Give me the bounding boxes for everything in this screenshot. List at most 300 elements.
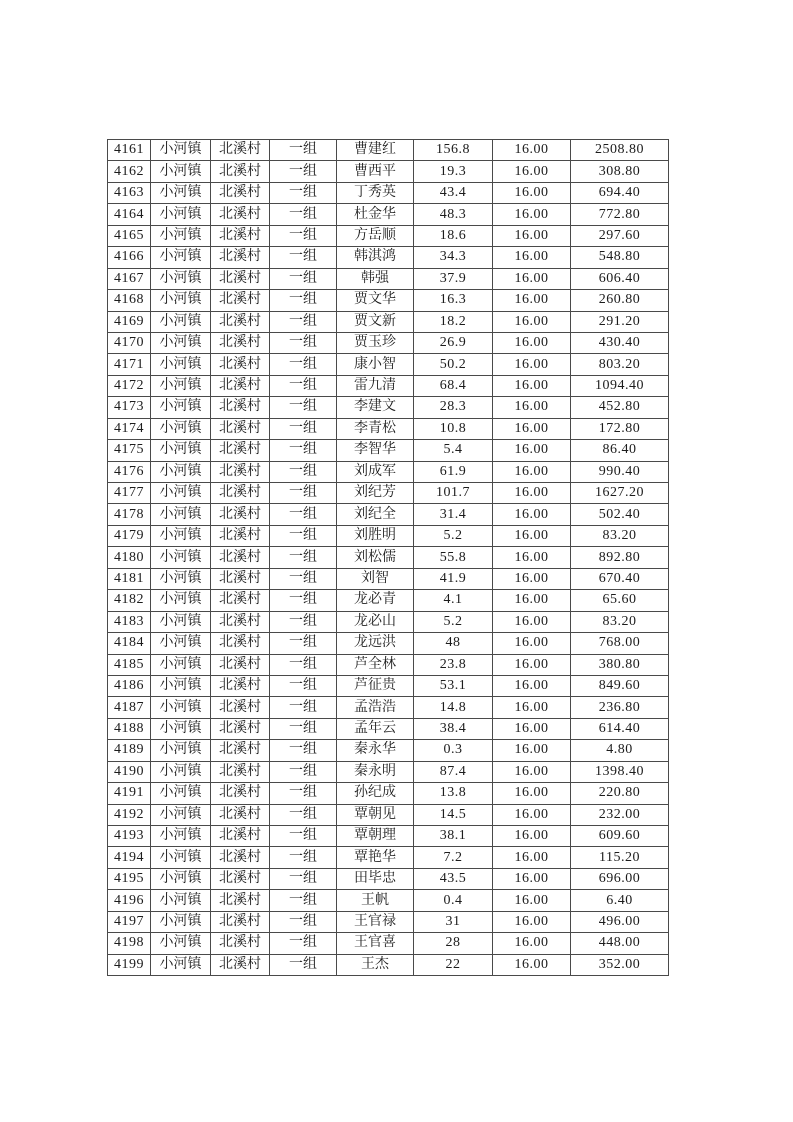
cell-amount: 772.80	[571, 204, 669, 225]
cell-village: 北溪村	[211, 418, 270, 439]
cell-town: 小河镇	[151, 311, 211, 332]
cell-quantity: 14.8	[414, 697, 493, 718]
table-row	[108, 483, 669, 504]
cell-unit_price: 16.00	[493, 547, 571, 568]
cell-town: 小河镇	[151, 483, 211, 504]
cell-quantity: 10.8	[414, 418, 493, 439]
cell-name: 刘成军	[337, 461, 414, 482]
cell-village: 北溪村	[211, 718, 270, 739]
cell-name: 雷九清	[337, 375, 414, 396]
cell-town: 小河镇	[151, 718, 211, 739]
cell-amount: 232.00	[571, 804, 669, 825]
cell-id: 4167	[108, 268, 151, 289]
cell-id: 4189	[108, 740, 151, 761]
cell-id: 4175	[108, 440, 151, 461]
table-row	[108, 461, 669, 482]
cell-town: 小河镇	[151, 290, 211, 311]
cell-id: 4174	[108, 418, 151, 439]
cell-town: 小河镇	[151, 397, 211, 418]
table-row	[108, 268, 669, 289]
cell-group: 一组	[270, 440, 337, 461]
cell-quantity: 31	[414, 911, 493, 932]
cell-name: 贾文新	[337, 311, 414, 332]
table-row	[108, 783, 669, 804]
cell-id: 4187	[108, 697, 151, 718]
table-row	[108, 525, 669, 546]
cell-town: 小河镇	[151, 740, 211, 761]
cell-village: 北溪村	[211, 697, 270, 718]
cell-quantity: 5.2	[414, 525, 493, 546]
cell-amount: 115.20	[571, 847, 669, 868]
cell-name: 王官喜	[337, 933, 414, 954]
cell-village: 北溪村	[211, 504, 270, 525]
cell-group: 一组	[270, 140, 337, 161]
cell-group: 一组	[270, 611, 337, 632]
cell-amount: 430.40	[571, 332, 669, 353]
cell-group: 一组	[270, 826, 337, 847]
cell-quantity: 68.4	[414, 375, 493, 396]
cell-name: 刘智	[337, 568, 414, 589]
cell-id: 4183	[108, 611, 151, 632]
table-row	[108, 547, 669, 568]
cell-id: 4177	[108, 483, 151, 504]
cell-amount: 694.40	[571, 182, 669, 203]
cell-village: 北溪村	[211, 868, 270, 889]
cell-village: 北溪村	[211, 547, 270, 568]
cell-amount: 2508.80	[571, 140, 669, 161]
cell-village: 北溪村	[211, 311, 270, 332]
cell-group: 一组	[270, 354, 337, 375]
table-body	[108, 140, 669, 976]
cell-amount: 4.80	[571, 740, 669, 761]
cell-group: 一组	[270, 761, 337, 782]
cell-name: 韩淇鸿	[337, 247, 414, 268]
cell-id: 4195	[108, 868, 151, 889]
cell-name: 龙远洪	[337, 633, 414, 654]
table-row	[108, 718, 669, 739]
cell-town: 小河镇	[151, 418, 211, 439]
cell-quantity: 5.4	[414, 440, 493, 461]
table-row	[108, 933, 669, 954]
cell-village: 北溪村	[211, 675, 270, 696]
cell-name: 杜金华	[337, 204, 414, 225]
cell-unit_price: 16.00	[493, 804, 571, 825]
table-row	[108, 332, 669, 353]
cell-amount: 1094.40	[571, 375, 669, 396]
cell-quantity: 26.9	[414, 332, 493, 353]
cell-unit_price: 16.00	[493, 826, 571, 847]
cell-unit_price: 16.00	[493, 504, 571, 525]
cell-quantity: 4.1	[414, 590, 493, 611]
cell-name: 孟年云	[337, 718, 414, 739]
cell-town: 小河镇	[151, 911, 211, 932]
cell-unit_price: 16.00	[493, 654, 571, 675]
cell-quantity: 22	[414, 954, 493, 975]
cell-unit_price: 16.00	[493, 525, 571, 546]
cell-town: 小河镇	[151, 933, 211, 954]
cell-id: 4163	[108, 182, 151, 203]
cell-group: 一组	[270, 418, 337, 439]
cell-group: 一组	[270, 247, 337, 268]
cell-unit_price: 16.00	[493, 761, 571, 782]
cell-village: 北溪村	[211, 804, 270, 825]
cell-id: 4198	[108, 933, 151, 954]
cell-amount: 83.20	[571, 611, 669, 632]
cell-name: 芦全林	[337, 654, 414, 675]
cell-amount: 6.40	[571, 890, 669, 911]
table-row	[108, 182, 669, 203]
cell-town: 小河镇	[151, 654, 211, 675]
cell-unit_price: 16.00	[493, 375, 571, 396]
table-row	[108, 140, 669, 161]
cell-town: 小河镇	[151, 332, 211, 353]
cell-id: 4188	[108, 718, 151, 739]
cell-village: 北溪村	[211, 826, 270, 847]
cell-amount: 297.60	[571, 225, 669, 246]
cell-town: 小河镇	[151, 140, 211, 161]
cell-unit_price: 16.00	[493, 161, 571, 182]
cell-town: 小河镇	[151, 204, 211, 225]
cell-name: 贾文华	[337, 290, 414, 311]
cell-village: 北溪村	[211, 375, 270, 396]
cell-name: 王官禄	[337, 911, 414, 932]
cell-id: 4192	[108, 804, 151, 825]
cell-town: 小河镇	[151, 225, 211, 246]
cell-id: 4165	[108, 225, 151, 246]
cell-amount: 236.80	[571, 697, 669, 718]
cell-id: 4168	[108, 290, 151, 311]
table-row	[108, 397, 669, 418]
cell-town: 小河镇	[151, 633, 211, 654]
table-row	[108, 911, 669, 932]
cell-unit_price: 16.00	[493, 225, 571, 246]
cell-unit_price: 16.00	[493, 290, 571, 311]
cell-name: 丁秀英	[337, 182, 414, 203]
cell-id: 4180	[108, 547, 151, 568]
cell-quantity: 5.2	[414, 611, 493, 632]
cell-village: 北溪村	[211, 461, 270, 482]
cell-unit_price: 16.00	[493, 483, 571, 504]
cell-id: 4169	[108, 311, 151, 332]
cell-quantity: 87.4	[414, 761, 493, 782]
cell-village: 北溪村	[211, 397, 270, 418]
cell-unit_price: 16.00	[493, 783, 571, 804]
table-row	[108, 354, 669, 375]
cell-town: 小河镇	[151, 547, 211, 568]
cell-name: 刘胜明	[337, 525, 414, 546]
cell-unit_price: 16.00	[493, 675, 571, 696]
cell-group: 一组	[270, 933, 337, 954]
table-row	[108, 761, 669, 782]
cell-unit_price: 16.00	[493, 954, 571, 975]
cell-id: 4199	[108, 954, 151, 975]
cell-name: 韩强	[337, 268, 414, 289]
cell-amount: 614.40	[571, 718, 669, 739]
cell-quantity: 41.9	[414, 568, 493, 589]
cell-name: 王帆	[337, 890, 414, 911]
table-row	[108, 290, 669, 311]
cell-village: 北溪村	[211, 161, 270, 182]
cell-amount: 308.80	[571, 161, 669, 182]
cell-town: 小河镇	[151, 568, 211, 589]
cell-town: 小河镇	[151, 868, 211, 889]
cell-village: 北溪村	[211, 954, 270, 975]
cell-amount: 849.60	[571, 675, 669, 696]
cell-name: 秦永华	[337, 740, 414, 761]
cell-unit_price: 16.00	[493, 247, 571, 268]
cell-amount: 65.60	[571, 590, 669, 611]
cell-quantity: 55.8	[414, 547, 493, 568]
table-row	[108, 375, 669, 396]
cell-name: 覃艳华	[337, 847, 414, 868]
cell-unit_price: 16.00	[493, 440, 571, 461]
cell-amount: 990.40	[571, 461, 669, 482]
cell-unit_price: 16.00	[493, 847, 571, 868]
cell-town: 小河镇	[151, 847, 211, 868]
cell-town: 小河镇	[151, 611, 211, 632]
cell-name: 孙纪成	[337, 783, 414, 804]
table-row	[108, 804, 669, 825]
cell-town: 小河镇	[151, 590, 211, 611]
cell-unit_price: 16.00	[493, 611, 571, 632]
cell-unit_price: 16.00	[493, 268, 571, 289]
cell-group: 一组	[270, 740, 337, 761]
cell-unit_price: 16.00	[493, 354, 571, 375]
table-row	[108, 890, 669, 911]
cell-quantity: 61.9	[414, 461, 493, 482]
cell-id: 4185	[108, 654, 151, 675]
table-row	[108, 675, 669, 696]
cell-unit_price: 16.00	[493, 311, 571, 332]
cell-amount: 260.80	[571, 290, 669, 311]
cell-village: 北溪村	[211, 182, 270, 203]
cell-town: 小河镇	[151, 247, 211, 268]
cell-group: 一组	[270, 461, 337, 482]
cell-village: 北溪村	[211, 590, 270, 611]
cell-name: 李建文	[337, 397, 414, 418]
cell-amount: 380.80	[571, 654, 669, 675]
cell-group: 一组	[270, 890, 337, 911]
cell-town: 小河镇	[151, 783, 211, 804]
cell-name: 曹西平	[337, 161, 414, 182]
cell-amount: 502.40	[571, 504, 669, 525]
cell-id: 4190	[108, 761, 151, 782]
table-row	[108, 847, 669, 868]
cell-town: 小河镇	[151, 697, 211, 718]
table-row	[108, 247, 669, 268]
cell-quantity: 0.3	[414, 740, 493, 761]
cell-group: 一组	[270, 804, 337, 825]
table-row	[108, 954, 669, 975]
cell-village: 北溪村	[211, 740, 270, 761]
cell-amount: 220.80	[571, 783, 669, 804]
table-row	[108, 161, 669, 182]
cell-amount: 609.60	[571, 826, 669, 847]
cell-unit_price: 16.00	[493, 332, 571, 353]
cell-id: 4186	[108, 675, 151, 696]
cell-village: 北溪村	[211, 761, 270, 782]
cell-town: 小河镇	[151, 375, 211, 396]
cell-id: 4184	[108, 633, 151, 654]
cell-amount: 803.20	[571, 354, 669, 375]
cell-quantity: 38.1	[414, 826, 493, 847]
cell-group: 一组	[270, 783, 337, 804]
cell-unit_price: 16.00	[493, 933, 571, 954]
cell-village: 北溪村	[211, 847, 270, 868]
cell-amount: 670.40	[571, 568, 669, 589]
cell-village: 北溪村	[211, 611, 270, 632]
cell-quantity: 37.9	[414, 268, 493, 289]
cell-village: 北溪村	[211, 354, 270, 375]
table-row	[108, 633, 669, 654]
cell-group: 一组	[270, 397, 337, 418]
cell-group: 一组	[270, 590, 337, 611]
cell-group: 一组	[270, 290, 337, 311]
cell-amount: 352.00	[571, 954, 669, 975]
cell-name: 李智华	[337, 440, 414, 461]
cell-unit_price: 16.00	[493, 740, 571, 761]
cell-unit_price: 16.00	[493, 590, 571, 611]
table-row	[108, 740, 669, 761]
cell-village: 北溪村	[211, 332, 270, 353]
cell-name: 曹建红	[337, 140, 414, 161]
cell-quantity: 18.6	[414, 225, 493, 246]
cell-quantity: 31.4	[414, 504, 493, 525]
cell-unit_price: 16.00	[493, 140, 571, 161]
cell-quantity: 23.8	[414, 654, 493, 675]
cell-unit_price: 16.00	[493, 718, 571, 739]
cell-quantity: 43.4	[414, 182, 493, 203]
cell-group: 一组	[270, 547, 337, 568]
cell-name: 李青松	[337, 418, 414, 439]
cell-quantity: 19.3	[414, 161, 493, 182]
cell-quantity: 0.4	[414, 890, 493, 911]
cell-town: 小河镇	[151, 461, 211, 482]
cell-village: 北溪村	[211, 440, 270, 461]
cell-id: 4164	[108, 204, 151, 225]
cell-group: 一组	[270, 718, 337, 739]
cell-village: 北溪村	[211, 783, 270, 804]
cell-amount: 606.40	[571, 268, 669, 289]
cell-village: 北溪村	[211, 911, 270, 932]
cell-id: 4170	[108, 332, 151, 353]
cell-group: 一组	[270, 204, 337, 225]
cell-amount: 696.00	[571, 868, 669, 889]
cell-name: 龙必山	[337, 611, 414, 632]
cell-quantity: 18.2	[414, 311, 493, 332]
cell-amount: 83.20	[571, 525, 669, 546]
table-row	[108, 311, 669, 332]
cell-name: 刘纪芳	[337, 483, 414, 504]
cell-town: 小河镇	[151, 761, 211, 782]
cell-amount: 291.20	[571, 311, 669, 332]
cell-quantity: 101.7	[414, 483, 493, 504]
cell-id: 4166	[108, 247, 151, 268]
cell-quantity: 14.5	[414, 804, 493, 825]
cell-quantity: 53.1	[414, 675, 493, 696]
cell-quantity: 156.8	[414, 140, 493, 161]
cell-town: 小河镇	[151, 182, 211, 203]
cell-quantity: 7.2	[414, 847, 493, 868]
cell-group: 一组	[270, 161, 337, 182]
cell-quantity: 34.3	[414, 247, 493, 268]
cell-quantity: 28	[414, 933, 493, 954]
cell-quantity: 50.2	[414, 354, 493, 375]
cell-id: 4172	[108, 375, 151, 396]
cell-village: 北溪村	[211, 225, 270, 246]
cell-name: 刘纪全	[337, 504, 414, 525]
cell-town: 小河镇	[151, 890, 211, 911]
table-row	[108, 590, 669, 611]
cell-unit_price: 16.00	[493, 204, 571, 225]
cell-quantity: 43.5	[414, 868, 493, 889]
table-row	[108, 225, 669, 246]
cell-village: 北溪村	[211, 654, 270, 675]
cell-village: 北溪村	[211, 247, 270, 268]
cell-id: 4171	[108, 354, 151, 375]
cell-unit_price: 16.00	[493, 568, 571, 589]
cell-id: 4194	[108, 847, 151, 868]
cell-amount: 1398.40	[571, 761, 669, 782]
cell-town: 小河镇	[151, 354, 211, 375]
cell-village: 北溪村	[211, 290, 270, 311]
table-row	[108, 697, 669, 718]
cell-village: 北溪村	[211, 483, 270, 504]
cell-name: 康小智	[337, 354, 414, 375]
table-row	[108, 654, 669, 675]
cell-amount: 452.80	[571, 397, 669, 418]
cell-amount: 496.00	[571, 911, 669, 932]
table-row	[108, 440, 669, 461]
cell-unit_price: 16.00	[493, 461, 571, 482]
table-row	[108, 568, 669, 589]
cell-id: 4179	[108, 525, 151, 546]
cell-unit_price: 16.00	[493, 868, 571, 889]
cell-town: 小河镇	[151, 440, 211, 461]
cell-village: 北溪村	[211, 140, 270, 161]
cell-id: 4181	[108, 568, 151, 589]
cell-group: 一组	[270, 483, 337, 504]
cell-village: 北溪村	[211, 890, 270, 911]
table-row	[108, 868, 669, 889]
cell-group: 一组	[270, 225, 337, 246]
cell-group: 一组	[270, 311, 337, 332]
cell-name: 刘松儒	[337, 547, 414, 568]
cell-name: 方岳顺	[337, 225, 414, 246]
cell-quantity: 48.3	[414, 204, 493, 225]
cell-unit_price: 16.00	[493, 182, 571, 203]
cell-village: 北溪村	[211, 633, 270, 654]
cell-id: 4173	[108, 397, 151, 418]
table-row	[108, 204, 669, 225]
cell-id: 4182	[108, 590, 151, 611]
cell-id: 4176	[108, 461, 151, 482]
cell-id: 4178	[108, 504, 151, 525]
cell-group: 一组	[270, 504, 337, 525]
cell-group: 一组	[270, 675, 337, 696]
cell-unit_price: 16.00	[493, 397, 571, 418]
cell-group: 一组	[270, 568, 337, 589]
cell-id: 4191	[108, 783, 151, 804]
cell-unit_price: 16.00	[493, 633, 571, 654]
cell-town: 小河镇	[151, 804, 211, 825]
cell-unit_price: 16.00	[493, 697, 571, 718]
cell-group: 一组	[270, 847, 337, 868]
cell-name: 孟浩浩	[337, 697, 414, 718]
cell-name: 覃朝见	[337, 804, 414, 825]
cell-amount: 768.00	[571, 633, 669, 654]
cell-amount: 86.40	[571, 440, 669, 461]
